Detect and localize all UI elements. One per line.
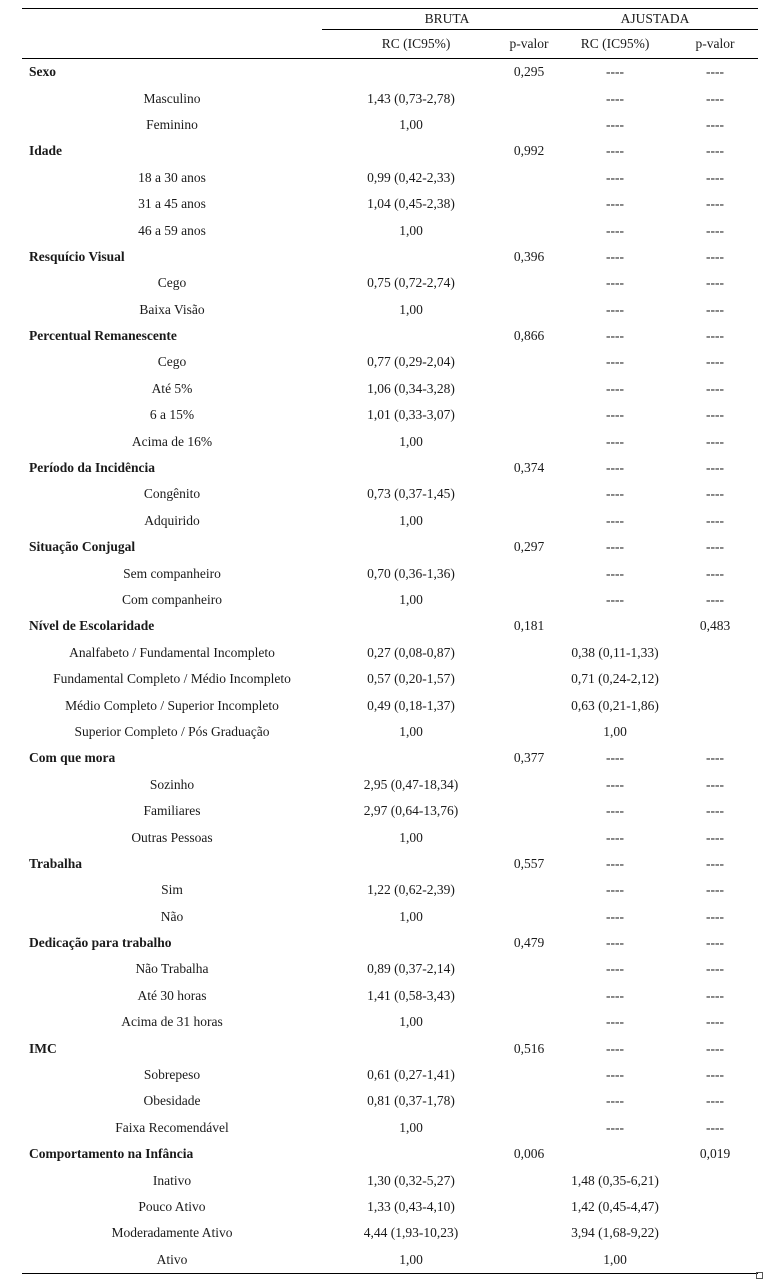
category-label: Sexo bbox=[29, 64, 56, 80]
ajustada-p-cell: ---- bbox=[706, 935, 724, 951]
table-row bbox=[22, 481, 758, 507]
bruta-p-cell: 0,295 bbox=[513, 64, 545, 80]
ajustada-p-cell bbox=[672, 692, 758, 718]
bruta-rc-cell: 1,00 bbox=[399, 723, 423, 739]
ajustada-rc-cell: ---- bbox=[606, 354, 624, 370]
table-row bbox=[22, 956, 758, 982]
row-label: Congênito bbox=[143, 486, 201, 502]
bruta-p-cell bbox=[500, 1194, 558, 1220]
table-row bbox=[22, 270, 758, 296]
bruta-p-cell bbox=[500, 376, 558, 402]
table-row bbox=[22, 297, 758, 323]
bruta-rc-header: RC (IC95%) bbox=[322, 30, 500, 59]
bruta-p-cell: 0,866 bbox=[513, 328, 545, 344]
ajustada-rc-cell: ---- bbox=[606, 328, 624, 344]
row-label: 31 a 45 anos bbox=[138, 196, 206, 212]
ajustada-rc-cell: ---- bbox=[606, 222, 624, 238]
bruta-rc-cell: 2,95 (0,47-18,34) bbox=[363, 776, 459, 792]
bruta-rc-cell bbox=[322, 613, 500, 639]
bruta-rc-cell: 1,43 (0,73-2,78) bbox=[367, 90, 455, 106]
bruta-p-cell bbox=[500, 165, 558, 191]
ajustada-rc-cell: 0,71 (0,24-2,12) bbox=[571, 671, 659, 687]
ajustada-rc-cell bbox=[558, 1141, 672, 1167]
odds-ratio-table bbox=[22, 8, 758, 1274]
row-label: Masculino bbox=[143, 90, 201, 106]
ajustada-p-cell: ---- bbox=[706, 908, 724, 924]
bruta-p-cell: 0,377 bbox=[513, 750, 545, 766]
row-label: Obesidade bbox=[143, 1093, 201, 1109]
bruta-p-cell: 0,992 bbox=[513, 143, 545, 159]
bruta-p-cell bbox=[500, 692, 558, 718]
ajustada-p-cell: ---- bbox=[706, 565, 724, 581]
ajustada-rc-cell: ---- bbox=[606, 64, 624, 80]
ajustada-rc-cell: ---- bbox=[606, 433, 624, 449]
ajustada-rc-cell: ---- bbox=[606, 275, 624, 291]
bruta-p-cell bbox=[500, 1062, 558, 1088]
bruta-rc-cell: 0,61 (0,27-1,41) bbox=[367, 1067, 455, 1083]
bruta-p-cell bbox=[500, 428, 558, 454]
bruta-rc-cell: 1,04 (0,45-2,38) bbox=[367, 196, 455, 212]
bruta-rc-cell: 1,00 bbox=[399, 301, 423, 317]
table-row bbox=[22, 191, 758, 217]
ajustada-p-cell: ---- bbox=[706, 433, 724, 449]
bruta-rc-cell: 0,70 (0,36-1,36) bbox=[367, 565, 455, 581]
bruta-p-cell bbox=[500, 217, 558, 243]
bruta-rc-cell: 1,22 (0,62-2,39) bbox=[367, 882, 455, 898]
category-row bbox=[22, 323, 758, 349]
row-label: Com companheiro bbox=[121, 592, 223, 607]
bruta-p-cell bbox=[500, 640, 558, 666]
ajustada-p-cell bbox=[672, 1167, 758, 1193]
bruta-rc-cell bbox=[322, 851, 500, 877]
category-label: Comportamento na Infância bbox=[29, 1146, 194, 1162]
ajustada-p-cell: 0,483 bbox=[699, 618, 731, 634]
row-label: Moderadamente Ativo bbox=[111, 1225, 233, 1241]
bruta-p-cell: 0,396 bbox=[513, 248, 545, 264]
row-label: Não Trabalha bbox=[135, 961, 209, 977]
ajustada-rc-cell: ---- bbox=[606, 486, 624, 502]
bruta-p-cell bbox=[500, 112, 558, 138]
category-label: Nível de Escolaridade bbox=[29, 618, 155, 634]
bruta-p-cell bbox=[500, 798, 558, 824]
ajustada-rc-cell: ---- bbox=[606, 1119, 624, 1135]
row-label: 6 a 15% bbox=[149, 407, 195, 423]
ajustada-p-cell: ---- bbox=[706, 301, 724, 317]
bruta-rc-cell bbox=[322, 930, 500, 956]
bruta-p-cell bbox=[500, 560, 558, 586]
bruta-rc-cell: 0,99 (0,42-2,33) bbox=[367, 169, 455, 185]
table-row bbox=[22, 877, 758, 903]
ajustada-rc-cell: ---- bbox=[606, 935, 624, 951]
table-row bbox=[22, 508, 758, 534]
row-label: Inativo bbox=[152, 1172, 192, 1188]
ajustada-p-cell: ---- bbox=[706, 1040, 724, 1056]
category-label: Com que mora bbox=[29, 750, 116, 766]
row-label: Sem companheiro bbox=[123, 565, 221, 581]
table-row bbox=[22, 772, 758, 798]
row-label: Cego bbox=[157, 275, 187, 291]
ajustada-p-cell: ---- bbox=[706, 882, 724, 898]
row-label: Até 5% bbox=[151, 380, 193, 396]
ajustada-rc-cell: ---- bbox=[606, 90, 624, 106]
ajustada-p-cell: ---- bbox=[706, 169, 724, 185]
table-body bbox=[22, 59, 758, 1274]
table-row bbox=[22, 217, 758, 243]
table-row bbox=[22, 376, 758, 402]
table-row bbox=[22, 904, 758, 930]
blank-header-cell bbox=[22, 9, 322, 30]
row-label: Superior Completo / Pós Graduação bbox=[74, 723, 270, 739]
category-row bbox=[22, 745, 758, 771]
row-label: 46 a 59 anos bbox=[138, 222, 206, 238]
bruta-rc-cell: 1,00 bbox=[399, 829, 423, 845]
ajustada-p-cell: ---- bbox=[706, 829, 724, 845]
ajustada-rc-cell: ---- bbox=[606, 750, 624, 766]
bruta-rc-cell: 1,00 bbox=[399, 433, 423, 449]
table-row bbox=[22, 85, 758, 111]
bruta-rc-cell: 4,44 (1,93-10,23) bbox=[363, 1225, 459, 1241]
ajustada-rc-cell: ---- bbox=[606, 829, 624, 845]
bruta-rc-cell bbox=[322, 745, 500, 771]
ajustada-p-cell: ---- bbox=[706, 539, 724, 555]
bruta-p-cell bbox=[500, 956, 558, 982]
row-label: Sozinho bbox=[149, 776, 195, 792]
row-label: Feminino bbox=[146, 116, 198, 132]
bruta-rc-cell: 0,49 (0,18-1,37) bbox=[367, 697, 455, 713]
bruta-group-header: BRUTA bbox=[322, 9, 558, 30]
ajustada-p-cell: ---- bbox=[706, 222, 724, 238]
bruta-rc-cell bbox=[322, 1035, 500, 1061]
ajustada-p-cell: ---- bbox=[706, 855, 724, 871]
bruta-rc-cell: 1,06 (0,34-3,28) bbox=[367, 380, 455, 396]
category-label: Resquício Visual bbox=[29, 248, 125, 264]
bruta-p-cell bbox=[500, 1220, 558, 1246]
row-label: Acima de 16% bbox=[131, 433, 213, 449]
ajustada-p-cell: ---- bbox=[706, 196, 724, 212]
row-label: Até 30 horas bbox=[137, 987, 207, 1003]
bruta-p-cell bbox=[500, 349, 558, 375]
bruta-p-cell bbox=[500, 1115, 558, 1141]
ajustada-rc-cell: ---- bbox=[606, 908, 624, 924]
ajustada-rc-cell: ---- bbox=[606, 855, 624, 871]
ajustada-p-cell bbox=[672, 1194, 758, 1220]
ajustada-rc-cell: ---- bbox=[606, 460, 624, 476]
ajustada-p-cell: ---- bbox=[706, 143, 724, 159]
ajustada-p-cell: ---- bbox=[706, 1119, 724, 1135]
bruta-rc-cell: 1,33 (0,43-4,10) bbox=[367, 1198, 455, 1214]
category-label: Percentual Remanescente bbox=[29, 328, 177, 344]
category-row bbox=[22, 534, 758, 560]
ajustada-p-cell: ---- bbox=[706, 512, 724, 528]
bruta-p-cell: 0,516 bbox=[513, 1040, 545, 1056]
ajustada-rc-cell: ---- bbox=[606, 961, 624, 977]
bruta-rc-cell: 1,00 bbox=[399, 1119, 423, 1135]
bruta-p-cell bbox=[500, 270, 558, 296]
bruta-p-cell bbox=[500, 508, 558, 534]
bruta-rc-cell: 1,00 bbox=[399, 1014, 423, 1030]
bruta-p-cell bbox=[500, 1167, 558, 1193]
bruta-p-cell bbox=[500, 904, 558, 930]
ajustada-rc-cell: ---- bbox=[606, 512, 624, 528]
bruta-p-cell bbox=[500, 85, 558, 111]
bruta-rc-cell: 1,00 bbox=[399, 512, 423, 528]
table-row bbox=[22, 983, 758, 1009]
table-row bbox=[22, 1220, 758, 1246]
bruta-rc-cell: 0,75 (0,72-2,74) bbox=[367, 275, 455, 291]
bruta-rc-cell bbox=[322, 59, 500, 86]
bruta-rc-cell bbox=[322, 138, 500, 164]
table-row bbox=[22, 1167, 758, 1193]
category-row bbox=[22, 138, 758, 164]
table-row bbox=[22, 1194, 758, 1220]
ajustada-p-cell: ---- bbox=[706, 354, 724, 370]
table-row bbox=[22, 112, 758, 138]
bruta-rc-cell: 0,73 (0,37-1,45) bbox=[367, 486, 455, 502]
bruta-rc-cell: 0,77 (0,29-2,04) bbox=[367, 354, 455, 370]
ajustada-p-cell: ---- bbox=[706, 486, 724, 502]
row-label: Fundamental Completo / Médio Incompleto bbox=[53, 671, 291, 687]
category-label: IMC bbox=[29, 1040, 57, 1056]
bruta-p-cell: 0,374 bbox=[513, 460, 545, 476]
ajustada-rc-cell: ---- bbox=[606, 196, 624, 212]
ajustada-rc-cell: 3,94 (1,68-9,22) bbox=[571, 1225, 659, 1241]
ajustada-p-cell: ---- bbox=[706, 328, 724, 344]
table-row bbox=[22, 1088, 758, 1114]
bruta-rc-cell: 1,00 bbox=[399, 592, 423, 607]
ajustada-p-cell: ---- bbox=[706, 1067, 724, 1083]
ajustada-p-cell bbox=[672, 1220, 758, 1246]
ajustada-rc-cell: ---- bbox=[606, 565, 624, 581]
ajustada-rc-cell bbox=[558, 613, 672, 639]
table-row bbox=[22, 666, 758, 692]
ajustada-group-header: AJUSTADA bbox=[558, 9, 758, 30]
bruta-rc-cell: 1,01 (0,33-3,07) bbox=[367, 407, 455, 423]
group-header-row bbox=[22, 9, 758, 30]
row-label: Cego bbox=[157, 354, 187, 370]
ajustada-p-cell: ---- bbox=[706, 275, 724, 291]
category-row bbox=[22, 613, 758, 639]
bruta-rc-cell bbox=[322, 455, 500, 481]
bruta-p-cell bbox=[500, 666, 558, 692]
bruta-rc-cell: 1,30 (0,32-5,27) bbox=[367, 1172, 455, 1188]
ajustada-rc-cell: ---- bbox=[606, 803, 624, 819]
bruta-p-cell: 0,557 bbox=[513, 855, 545, 871]
category-row bbox=[22, 1035, 758, 1061]
ajustada-rc-cell: ---- bbox=[606, 1067, 624, 1083]
bruta-p-cell bbox=[500, 1247, 558, 1274]
ajustada-p-cell: ---- bbox=[706, 987, 724, 1003]
column-header-row bbox=[22, 30, 758, 59]
row-label: Analfabeto / Fundamental Incompleto bbox=[69, 644, 275, 660]
category-row bbox=[22, 59, 758, 86]
row-label: Não bbox=[160, 908, 184, 924]
ajustada-rc-cell: ---- bbox=[606, 301, 624, 317]
ajustada-rc-cell: 1,48 (0,35-6,21) bbox=[571, 1172, 659, 1188]
row-label: Baixa Visão bbox=[139, 301, 205, 317]
bruta-p-cell bbox=[500, 481, 558, 507]
ajustada-p-cell: ---- bbox=[706, 380, 724, 396]
bruta-rc-cell: 0,81 (0,37-1,78) bbox=[367, 1093, 455, 1109]
bruta-p-cell bbox=[500, 877, 558, 903]
blank-header-cell bbox=[22, 30, 322, 59]
ajustada-p-cell bbox=[672, 666, 758, 692]
table-row bbox=[22, 1115, 758, 1141]
category-row bbox=[22, 930, 758, 956]
row-label: Acima de 31 horas bbox=[121, 1014, 223, 1030]
bruta-rc-cell: 0,57 (0,20-1,57) bbox=[367, 671, 455, 687]
row-label: Outras Pessoas bbox=[131, 829, 213, 845]
bruta-p-cell bbox=[500, 1088, 558, 1114]
bruta-p-cell bbox=[500, 1009, 558, 1035]
table-row bbox=[22, 428, 758, 454]
bruta-rc-cell: 1,00 bbox=[399, 222, 423, 238]
ajustada-rc-cell: ---- bbox=[606, 539, 624, 555]
bruta-rc-cell bbox=[322, 534, 500, 560]
ajustada-p-cell: 0,019 bbox=[699, 1146, 731, 1162]
ajustada-rc-cell: ---- bbox=[606, 380, 624, 396]
ajustada-p-cell: ---- bbox=[706, 407, 724, 423]
table-row bbox=[22, 165, 758, 191]
category-row bbox=[22, 455, 758, 481]
table-row bbox=[22, 1062, 758, 1088]
ajustada-p-cell: ---- bbox=[706, 803, 724, 819]
row-label: Faixa Recomendável bbox=[115, 1119, 229, 1135]
row-label: 18 a 30 anos bbox=[138, 169, 206, 185]
table-row bbox=[22, 1247, 758, 1274]
ajustada-p-cell bbox=[672, 1247, 758, 1274]
ajustada-p-cell: ---- bbox=[706, 1014, 724, 1030]
ajustada-rc-cell: 0,38 (0,11-1,33) bbox=[571, 644, 659, 660]
ajustada-rc-cell: ---- bbox=[606, 116, 624, 132]
bruta-rc-cell: 1,00 bbox=[399, 908, 423, 924]
category-label: Situação Conjugal bbox=[29, 539, 136, 555]
table-row bbox=[22, 692, 758, 718]
ajustada-p-cell: ---- bbox=[706, 460, 724, 476]
category-label: Dedicação para trabalho bbox=[29, 935, 172, 951]
ajustada-rc-cell: 0,63 (0,21-1,86) bbox=[571, 697, 659, 713]
bruta-rc-cell: 1,00 bbox=[322, 1247, 500, 1274]
category-label: Idade bbox=[29, 143, 63, 159]
ajustada-rc-cell: ---- bbox=[606, 1014, 624, 1030]
ajustada-p-cell: ---- bbox=[706, 776, 724, 792]
ajustada-p-cell bbox=[672, 640, 758, 666]
table-row bbox=[22, 402, 758, 428]
category-label: Trabalha bbox=[29, 855, 83, 871]
table-row bbox=[22, 560, 758, 586]
bruta-rc-cell bbox=[322, 1141, 500, 1167]
table-row bbox=[22, 1009, 758, 1035]
ajustada-rc-cell: 1,00 bbox=[603, 723, 627, 739]
ajustada-rc-cell: ---- bbox=[606, 1040, 624, 1056]
bruta-p-header: p-valor bbox=[500, 30, 558, 59]
ajustada-p-header: p-valor bbox=[672, 30, 758, 59]
table-row bbox=[22, 824, 758, 850]
row-label: Sim bbox=[161, 882, 183, 898]
ajustada-p-cell: ---- bbox=[706, 750, 724, 766]
row-label: Médio Completo / Superior Incompleto bbox=[65, 697, 279, 713]
bruta-p-cell bbox=[500, 983, 558, 1009]
bruta-p-cell bbox=[500, 772, 558, 798]
bruta-p-cell bbox=[500, 297, 558, 323]
category-row bbox=[22, 244, 758, 270]
row-label: Adquirido bbox=[144, 512, 200, 528]
bruta-p-cell: 0,006 bbox=[513, 1146, 545, 1162]
ajustada-p-cell: ---- bbox=[706, 90, 724, 106]
ajustada-rc-cell: ---- bbox=[606, 169, 624, 185]
ajustada-p-cell bbox=[672, 719, 758, 745]
category-label: Período da Incidência bbox=[29, 460, 156, 476]
table-row bbox=[22, 719, 758, 745]
ajustada-p-cell: ---- bbox=[706, 116, 724, 132]
bruta-p-cell: 0,297 bbox=[513, 539, 545, 555]
corner-marker bbox=[756, 1272, 763, 1279]
ajustada-rc-cell: 1,00 bbox=[558, 1247, 672, 1274]
row-label: Pouco Ativo bbox=[138, 1198, 206, 1214]
ajustada-rc-cell: ---- bbox=[606, 987, 624, 1003]
ajustada-p-cell: ---- bbox=[706, 248, 724, 264]
ajustada-rc-cell: ---- bbox=[606, 248, 624, 264]
ajustada-rc-cell: 1,42 (0,45-4,47) bbox=[571, 1198, 659, 1214]
ajustada-rc-header: RC (IC95%) bbox=[558, 30, 672, 59]
bruta-rc-cell: 0,27 (0,08-0,87) bbox=[367, 644, 455, 660]
row-label: Sobrepeso bbox=[143, 1067, 201, 1083]
ajustada-p-cell: ---- bbox=[706, 64, 724, 80]
category-row bbox=[22, 851, 758, 877]
bruta-p-cell bbox=[500, 824, 558, 850]
bruta-rc-cell: 1,00 bbox=[399, 116, 423, 132]
bruta-rc-cell: 1,41 (0,58-3,43) bbox=[367, 987, 455, 1003]
ajustada-rc-cell: ---- bbox=[606, 882, 624, 898]
bruta-rc-cell: 2,97 (0,64-13,76) bbox=[363, 803, 459, 819]
ajustada-rc-cell: ---- bbox=[606, 143, 624, 159]
bruta-rc-cell bbox=[322, 244, 500, 270]
ajustada-rc-cell: ---- bbox=[606, 592, 624, 607]
table-row bbox=[22, 587, 758, 613]
bruta-rc-cell bbox=[322, 323, 500, 349]
table-row bbox=[22, 640, 758, 666]
bruta-p-cell: 0,479 bbox=[513, 935, 545, 951]
bruta-p-cell bbox=[500, 191, 558, 217]
ajustada-p-cell: ---- bbox=[706, 961, 724, 977]
bruta-p-cell bbox=[500, 587, 558, 613]
bruta-p-cell bbox=[500, 402, 558, 428]
bruta-p-cell: 0,181 bbox=[513, 618, 545, 634]
table-row bbox=[22, 349, 758, 375]
ajustada-p-cell: ---- bbox=[706, 1093, 724, 1109]
row-label: Familiares bbox=[143, 803, 201, 819]
ajustada-rc-cell: ---- bbox=[606, 407, 624, 423]
ajustada-rc-cell: ---- bbox=[606, 776, 624, 792]
ajustada-p-cell: ---- bbox=[706, 592, 724, 607]
row-label: Ativo bbox=[22, 1247, 322, 1274]
bruta-rc-cell: 0,89 (0,37-2,14) bbox=[367, 961, 455, 977]
bruta-p-cell bbox=[500, 719, 558, 745]
ajustada-rc-cell: ---- bbox=[606, 1093, 624, 1109]
table-row bbox=[22, 798, 758, 824]
category-row bbox=[22, 1141, 758, 1167]
